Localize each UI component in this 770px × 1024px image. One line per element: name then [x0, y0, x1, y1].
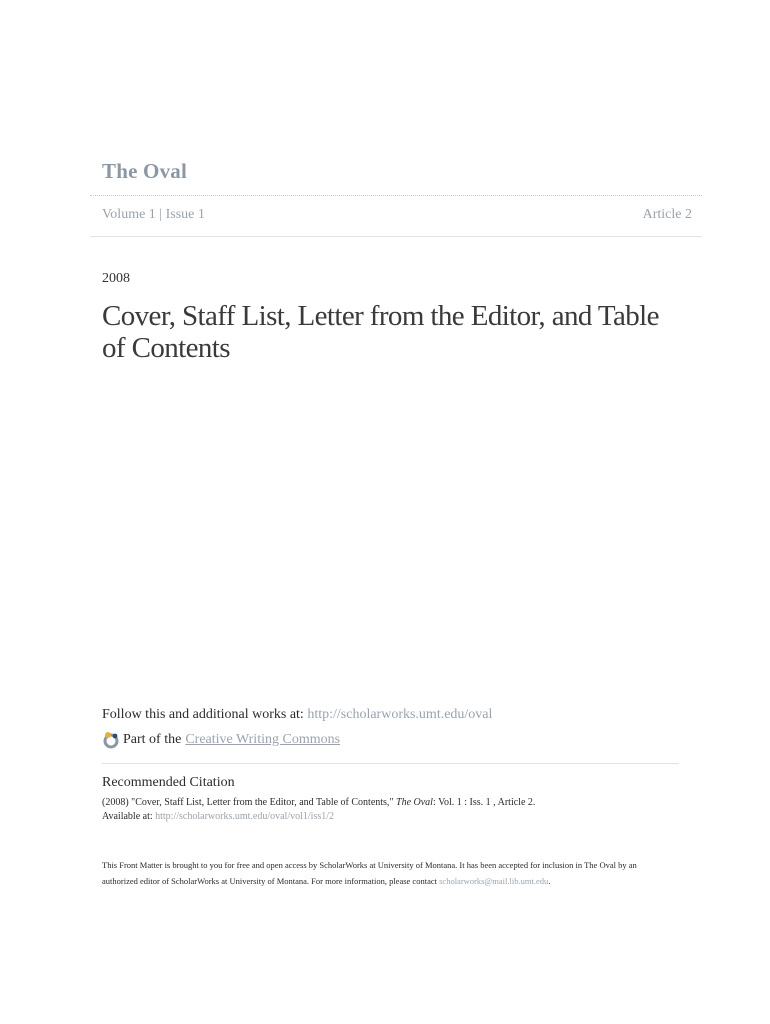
header-divider — [90, 236, 702, 237]
citation-journal: The Oval — [396, 797, 433, 808]
article-number: Article 2 — [642, 207, 692, 222]
dotted-divider — [90, 195, 702, 196]
citation-text — [102, 796, 702, 824]
footer-text: This Front Matter is brought to you for free and open access by ScholarWorks at University of Montana. It has been accepted for inclusion in The Oval by an authorized editor of ScholarWorks at University of Montana. For more information, please contact — [102, 860, 637, 886]
available-link[interactable]: http://scholarworks.umt.edu/oval/vol1/iss1/2 — [155, 811, 335, 822]
journal-title[interactable]: The Oval — [102, 159, 188, 183]
follow-label: Follow this and additional works at: — [102, 707, 308, 722]
footer-end: . — [548, 876, 551, 886]
recommended-citation-heading: Recommended Citation — [102, 775, 235, 790]
part-of-label: Part of the — [123, 732, 182, 747]
available-label: Available at: — [102, 811, 156, 822]
publication-year: 2008 — [102, 271, 130, 286]
volume-issue-line — [102, 207, 692, 223]
citation-after: : Vol. 1 : Iss. 1 , Article 2. — [432, 797, 536, 808]
follow-line — [102, 707, 492, 723]
commons-network-icon — [102, 731, 120, 749]
document-title: Cover, Staff List, Letter from the Editor, and Table of Contents — [102, 300, 659, 364]
contact-email-link[interactable]: scholarworks@mail.lib.umt.edu — [439, 876, 549, 886]
volume-issue[interactable]: Volume 1 | Issue 1 — [102, 207, 205, 222]
citation-divider — [102, 763, 679, 764]
part-of-line — [102, 731, 340, 749]
footer-note — [102, 857, 672, 889]
follow-link[interactable]: http://scholarworks.umt.edu/oval — [307, 707, 493, 722]
creative-writing-commons-link[interactable]: Creative Writing Commons — [185, 732, 341, 747]
citation-before: (2008) "Cover, Staff List, Letter from the Editor, and Table of Contents," — [102, 797, 397, 808]
